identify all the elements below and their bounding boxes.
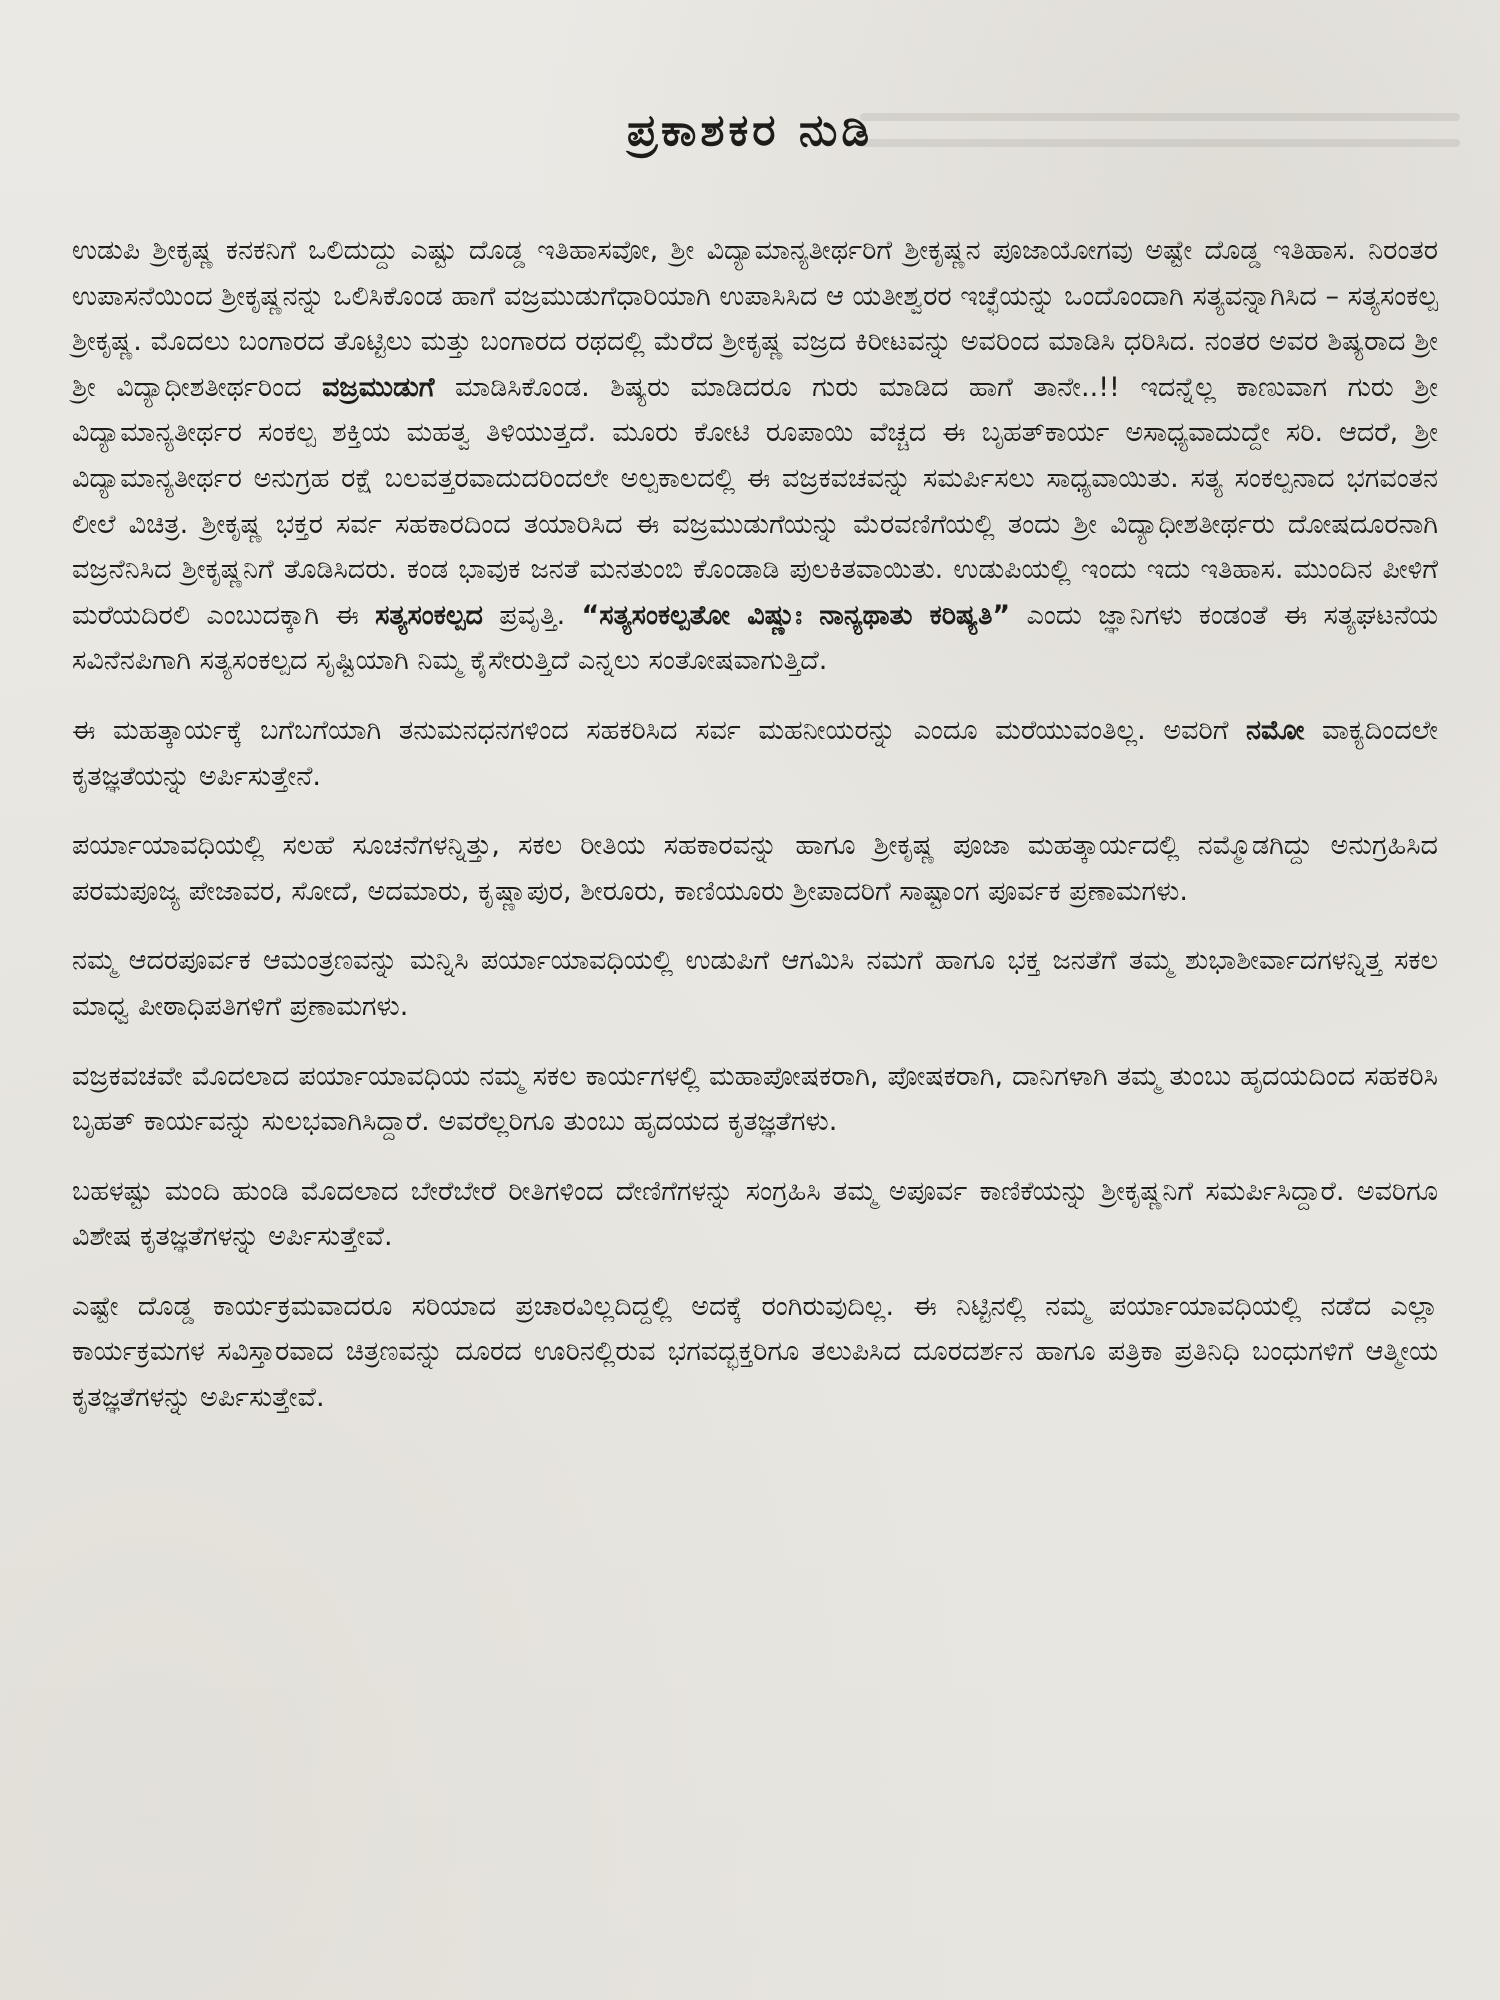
bold-quote: “ಸತ್ಯಸಂಕಲ್ಪತೋ ವಿಷ್ಣುಃ ನಾನ್ಯಥಾತು ಕರಿಷ್ಯತಿ” [581,599,1011,631]
page-body [72,228,1438,1445]
paragraph-6: ಬಹಳಷ್ಟು ಮಂದಿ ಹುಂಡಿ ಮೊದಲಾದ ಬೇರೆಬೇರೆ ರೀತಿಗಳಿಂದ ದೇಣಿಗೆಗಳನ್ನು ಸಂಗ್ರಹಿಸಿ ತಮ್ಮ ಅಪೂರ್ವ ಕಾಣಿಕೆಯನ್ನು ಶ್ರೀಕೃಷ್ಣನಿಗೆ ಸಮರ್ಪಿಸಿದ್ದಾರೆ. ಅವರಿಗೂ ವಿಶೇಷ ಕೃತಜ್ಞತೆಗಳನ್ನು ಅರ್ಪಿಸುತ್ತೇವೆ. [72,1175,1438,1253]
bold-term-satyasankalpada: ಸತ್ಯಸಂಕಲ್ಪದ [375,599,483,631]
text-run: ಮಾಡಿಸಿಕೊಂಡ. ಶಿಷ್ಯರು ಮಾಡಿದರೂ ಗುರು ಮಾಡಿದ ಹಾಗೆ ತಾನೇ..!! ಇದನ್ನೆಲ್ಲ ಕಾಣುವಾಗ ಗುರು ಶ್ರೀ ವಿದ್ಯಾಮಾನ್ಯತೀರ್ಥರ ಸಂಕಲ್ಪ ಶಕ್ತಿಯ ಮಹತ್ವ ತಿಳಿಯುತ್ತದೆ. ಮೂರು ಕೋಟಿ ರೂಪಾಯಿ ವೆಚ್ಚದ ಈ ಬೃಹತ್‌ಕಾರ್ಯ ಅಸಾಧ್ಯವಾದುದ್ದೇ ಸರಿ. ಆದರೆ, ಶ್ರೀ ವಿದ್ಯಾಮಾನ್ಯತೀರ್ಥರ ಅನುಗ್ರಹ ರಕ್ಷೆ ಬಲವತ್ತರವಾದುದರಿಂದಲೇ ಅಲ್ಪಕಾಲದಲ್ಲಿ ಈ ವಜ್ರಕವಚವನ್ನು ಸಮರ್ಪಿಸಲು ಸಾಧ್ಯವಾಯಿತು. ಸತ್ಯ ಸಂಕಲ್ಪನಾದ ಭಗವಂತನ ಲೀಲೆ ವಿಚಿತ್ರ. ಶ್ರೀಕೃಷ್ಣ ಭಕ್ತರ ಸರ್ವ ಸಹಕಾರದಿಂದ ತಯಾರಿಸಿದ ಈ ವಜ್ರಮುಡುಗೆಯನ್ನು ಮೆರವಣಿಗೆಯಲ್ಲಿ ತಂದು ಶ್ರೀ ವಿದ್ಯಾಧೀಶತೀರ್ಥರು ದೋಷದೂರನಾಗಿ ವಜ್ರನೆನಿಸಿದ ಶ್ರೀಕೃಷ್ಣನಿಗೆ ತೊಡಿಸಿದರು. ಕಂಡ ಭಾವುಕ ಜನತೆ ಮನತುಂಬಿ ಕೊಂಡಾಡಿ ಪುಲಕಿತವಾಯಿತು. ಉಡುಪಿಯಲ್ಲಿ ಇಂದು ಇದು ಇತಿಹಾಸ. ಮುಂದಿನ ಪೀಳಿಗೆ ಮರೆಯದಿರಲಿ ಎಂಬುದಕ್ಕಾಗಿ ಈ [72,371,1438,631]
text-run: ಈ ಮಹತ್ಕಾರ್ಯಕ್ಕೆ ಬಗೆಬಗೆಯಾಗಿ ತನುಮನಧನಗಳಿಂದ ಸಹಕರಿಸಿದ ಸರ್ವ ಮಹನೀಯರನ್ನು ಎಂದೂ ಮರೆಯುವಂತಿಲ್ಲ. ಅವರಿಗೆ [72,714,1247,746]
paragraph-3: ಪರ್ಯಾಯಾವಧಿಯಲ್ಲಿ ಸಲಹೆ ಸೂಚನೆಗಳನ್ನಿತ್ತು, ಸಕಲ ರೀತಿಯ ಸಹಕಾರವನ್ನು ಹಾಗೂ ಶ್ರೀಕೃಷ್ಣ ಪೂಜಾ ಮಹತ್ಕಾರ್ಯದಲ್ಲಿ ನಮ್ಮೊಡಗಿದ್ದು ಅನುಗ್ರಹಿಸಿದ ಪರಮಪೂಜ್ಯ ಪೇಜಾವರ, ಸೋದೆ, ಅದಮಾರು, ಕೃಷ್ಣಾಪುರ, ಶೀರೂರು, ಕಾಣಿಯೂರು ಶ್ರೀಪಾದರಿಗೆ ಸಾಷ್ಟಾಂಗ ಪೂರ್ವಕ ಪ್ರಣಾಮಗಳು. [72,830,1438,907]
paragraph-4: ನಮ್ಮ ಆದರಪೂರ್ವಕ ಆಮಂತ್ರಣವನ್ನು ಮನ್ನಿಸಿ ಪರ್ಯಾಯಾವಧಿಯಲ್ಲಿ ಉಡುಪಿಗೆ ಆಗಮಿಸಿ ನಮಗೆ ಹಾಗೂ ಭಕ್ತ ಜನತೆಗೆ ತಮ್ಮ ಶುಭಾಶೀರ್ವಾದಗಳನ್ನಿತ್ತ ಸಕಲ ಮಾಧ್ವ ಪೀಠಾಧಿಪತಿಗಳಿಗೆ ಪ್ರಣಾಮಗಳು. [72,945,1438,1022]
text-run: ಎಂದು ಜ್ಞಾನಿಗಳು ಕಂಡಂತೆ ಈ ಸತ್ಯಘಟನೆಯ ಸವಿನೆನಪಿಗಾಗಿ ಸತ್ಯಸಂಕಲ್ಪದ ಸೃಷ್ಟಿಯಾಗಿ ನಿಮ್ಮ ಕೈಸೇರುತ್ತಿದೆ ಎನ್ನಲು ಸಂತೋಷವಾಗುತ್ತಿದೆ. [72,599,1438,677]
paragraph-7: ಎಷ್ಟೇ ದೊಡ್ಡ ಕಾರ್ಯಕ್ರಮವಾದರೂ ಸರಿಯಾದ ಪ್ರಚಾರವಿಲ್ಲದಿದ್ದಲ್ಲಿ ಅದಕ್ಕೆ ರಂಗಿರುವುದಿಲ್ಲ. ಈ ನಿಟ್ಟಿನಲ್ಲಿ ನಮ್ಮ ಪರ್ಯಾಯಾವಧಿಯಲ್ಲಿ ನಡೆದ ಎಲ್ಲಾ ಕಾರ್ಯಕ್ರಮಗಳ ಸವಿಸ್ತಾರವಾದ ಚಿತ್ರಣವನ್ನು ದೂರದ ಊರಿನಲ್ಲಿರುವ ಭಗವದ್ಭಕ್ತರಿಗೂ ತಲುಪಿಸಿದ ದೂರದರ್ಶನ ಹಾಗೂ ಪತ್ರಿಕಾ ಪ್ರತಿನಿಧಿ ಬಂಧುಗಳಿಗೆ ಆತ್ಮೀಯ ಕೃತಜ್ಞತೆಗಳನ್ನು ಅರ್ಪಿಸುತ್ತೇವೆ. [72,1290,1438,1414]
paragraph-2 [72,708,1438,799]
text-run: ವಾಕ್ಯದಿಂದಲೇ ಕೃತಜ್ಞತೆಯನ್ನು ಅರ್ಪಿಸುತ್ತೇನೆ. [72,714,1438,792]
bold-term-namo: ನಮೋ [1246,714,1305,746]
bold-term-vajramudughe: ವಜ್ರಮುಡುಗೆ [322,371,435,403]
paragraph-5: ವಜ್ರಕವಚವೇ ಮೊದಲಾದ ಪರ್ಯಾಯಾವಧಿಯ ನಮ್ಮ ಸಕಲ ಕಾರ್ಯಗಳಲ್ಲಿ ಮಹಾಪೋಷಕರಾಗಿ, ಪೋಷಕರಾಗಿ, ದಾನಿಗಳಾಗಿ ತಮ್ಮ ತುಂಬು ಹೃದಯದಿಂದ ಸಹಕರಿಸಿ ಬೃಹತ್ ಕಾರ್ಯವನ್ನು ಸುಲಭವಾಗಿಸಿದ್ದಾರೆ. ಅವರೆಲ್ಲರಿಗೂ ತುಂಬು ಹೃದಯದ ಕೃತಜ್ಞತೆಗಳು. [72,1060,1438,1138]
text-run: ಪ್ರವೃತ್ತಿ. [482,599,582,631]
page-title: ಪ್ರಕಾಶಕರ ನುಡಿ [626,105,874,156]
text-run: ಉಡುಪಿ ಶ್ರೀಕೃಷ್ಣ ಕನಕನಿಗೆ ಒಲಿದುದ್ದು ಎಷ್ಟು ದೊಡ್ಡ ಇತಿಹಾಸವೋ, ಶ್ರೀ ವಿದ್ಯಾಮಾನ್ಯತೀರ್ಥರಿಗೆ ಶ್ರೀಕೃಷ್ಣನ ಪೂಜಾಯೋಗವು ಅಷ್ಟೇ ದೊಡ್ಡ ಇತಿಹಾಸ. ನಿರಂತರ ಉಪಾಸನೆಯಿಂದ ಶ್ರೀಕೃಷ್ಣನನ್ನು ಒಲಿಸಿಕೊಂಡ ಹಾಗೆ ವಜ್ರಮುಡುಗೆಧಾರಿಯಾಗಿ ಉಪಾಸಿಸಿದ ಆ ಯತೀಶ್ವರರ ಇಚ್ಛೆಯನ್ನು ಒಂದೊಂದಾಗಿ ಸತ್ಯವನ್ನಾಗಿಸಿದ – ಸತ್ಯಸಂಕಲ್ಪ ಶ್ರೀಕೃಷ್ಣ. ಮೊದಲು ಬಂಗಾರದ ತೊಟ್ಟಿಲು ಮತ್ತು ಬಂಗಾರದ ರಥದಲ್ಲಿ ಮೆರೆದ ಶ್ರೀಕೃಷ್ಣ ವಜ್ರದ ಕಿರೀಟವನ್ನು ಅವರಿಂದ ಮಾಡಿಸಿ ಧರಿಸಿದ. ನಂತರ ಅವರ ಶಿಷ್ಯರಾದ ಶ್ರೀ ಶ್ರೀ ವಿದ್ಯಾಧೀಶತೀರ್ಥರಿಂದ [72,235,1438,403]
paragraph-1 [72,228,1438,684]
